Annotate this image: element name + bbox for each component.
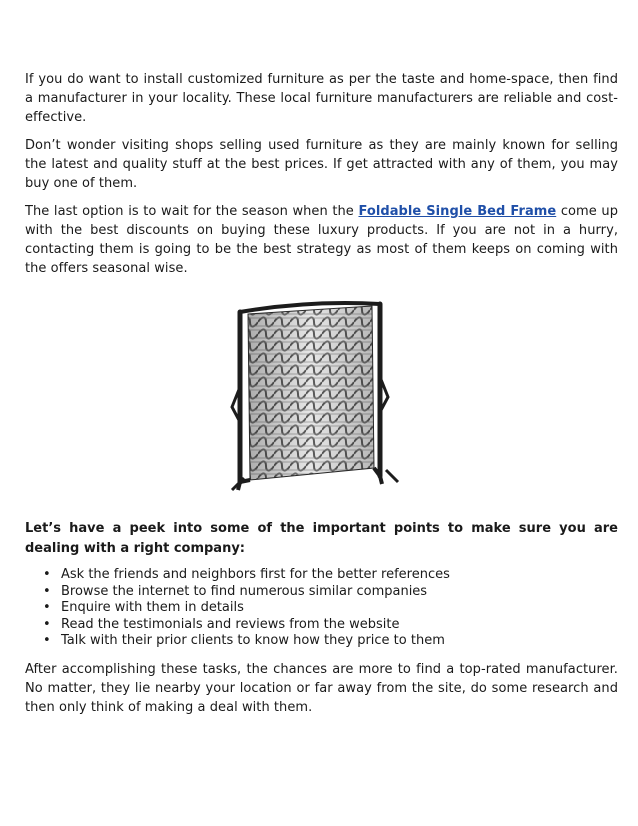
paragraph-seasonal-offers-start: The last option is to wait for the season when the	[25, 204, 359, 219]
bullet-icon: •	[43, 567, 51, 582]
list-item-text: Ask the friends and neighbors first for the better references	[61, 567, 450, 582]
list-item-text: Browse the internet to find numerous similar companies	[61, 583, 428, 599]
foldable-bed-frame-image	[210, 292, 410, 492]
paragraph-seasonal-offers	[25, 202, 618, 278]
bed-frame-figure	[25, 292, 618, 492]
list-item-text: Enquire with them in details	[61, 600, 244, 615]
bullet-icon: •	[43, 600, 51, 615]
bullet-icon: •	[43, 616, 51, 632]
list-item	[43, 567, 618, 584]
list-item	[43, 633, 618, 650]
bullet-icon: •	[43, 633, 51, 648]
bullet-icon: •	[43, 583, 51, 599]
paragraph-conclusion: After accomplishing these tasks, the chances are more to find a top-rated manufacturer. No matter, they lie nearby your location or far away from the site, do some research and then only think of making a deal with them.	[25, 661, 618, 715]
foldable-bed-frame-link[interactable]: Foldable Single Bed Frame	[358, 204, 557, 219]
document-page	[25, 70, 618, 726]
list-item-text: Read the testimonials and reviews from the website	[61, 616, 400, 632]
paragraph-seasonal-offers-end: come up with the best discounts on buying these luxury products. If you are not in a hurry, contacting them is going to be the best strategy as most of them keeps on coming with the offers seasonal wise.	[25, 204, 618, 276]
list-item	[43, 616, 618, 634]
list-item	[43, 600, 618, 617]
checklist-heading: Let’s have a peek into some of the important points to make sure you are dealing with a right company:	[25, 521, 618, 556]
paragraph-used-furniture: Don’t wonder visiting shops selling used furniture as they are mainly known for selling the latest and quality stuff at the best prices. If get attracted with any of them, you may buy one of them.	[25, 138, 618, 191]
list-item	[43, 583, 618, 601]
paragraph-local-manufacturers: If you do want to install customized furniture as per the taste and home-space, then find a manufacturer in your locality. These local furniture manufacturers are reliable and cost-effective.	[25, 72, 618, 125]
checklist	[25, 567, 618, 650]
list-item-text: Talk with their prior clients to know how they price to them	[61, 633, 445, 648]
